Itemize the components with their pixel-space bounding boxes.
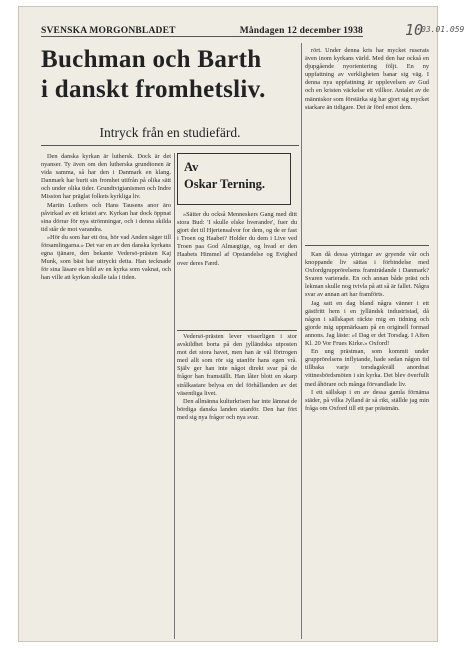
article-column-1 — [41, 153, 171, 639]
headline-divider — [41, 145, 299, 146]
paragraph: Jag satt en dag bland några vänner i ett gästfritt hem i en jylländsk industristad, då någon i sällskapet räckte mig en tidning och gjorde mig uppmärksam på en originell formad annons. Jag läste: »I Dag er det Torsdag. I Aften Kl. 20 Vor Frues Kirke.» Oxford! — [305, 299, 429, 348]
paragraph: Den danska kyrkan är luthersk. Dock är det nyanser. Ty även om den lutherska grundtonen är vida samma, så har den i Danmark en klang. Danmark har burit sin fromhet utifrån på olika sätt och under olika tider. Grundtvigianismen och Indre Mission har präglat folkets kyrkliga liv. — [41, 153, 171, 201]
paragraph: Martin Luthers och Hans Tausens anor äro påvirkad av ett kristet arv. Kyrkan har dock öppnat sina dörrar för nya strömningar, och i denna skilda tid står de mot varandra. — [41, 201, 171, 233]
column3-divider — [305, 245, 429, 246]
headline-line-1: Buchman och Barth — [41, 46, 262, 73]
paragraph: »Hör du som har ett öra, hör vad Anden säger till församlingarna.» Det var en av den danska kyrkans egna tjänare, den bekante Vedersö-prästen Kaj Munk, som bäst har uttryckt detta. Han tecknade för sina läsare en bild av en kyrka som vaknat, och han ville att kyrkan skulle tala i tiden. — [41, 233, 171, 282]
column-divider-2 — [301, 43, 302, 639]
paragraph: Den allmänna kulturkrisen har inte lämnat de bördiga danska landen utanför. Den har fört med sig nya frågor och nya svar. — [177, 397, 298, 421]
paragraph: rört. Under denna kris har mycket ruserats även inom kyrkans värld. Med den har också en djupgående nyorientering följt. En ny uppfattning av verkligheten banar sig väg. I denna nya uppfattning är upplevelsen av Gud och en kristen väckelse ett villkor. Antalet av de människor som förstärka sig har gjort sig mycket starkare än tidigare. Det är förd emot dem. — [305, 47, 429, 111]
headline-line-2: i danskt fromhetsliv. — [41, 76, 266, 103]
article-subheadline: Intryck från en studiefärd. — [99, 125, 241, 140]
article-headline — [41, 45, 299, 105]
byline-box — [177, 153, 291, 205]
column2-divider — [177, 330, 297, 331]
article-column-3 — [305, 251, 429, 639]
paragraph: Vedersö-prästen lever visserligen i stor avskildhet borta på den jylländska utposten mot det stora havet, men han är väl förtrogen med allt som rör sig utanför hans egen vrå. Själv ger han inte något direkt svar på de frågor han framställt. Han låter blott en skarp strålkastare belysa en del förhållanden av det väsentliga livet. — [177, 333, 297, 397]
issue-date: Måndagen 12 december 1938 — [239, 26, 363, 36]
byline-author: Oskar Terning. — [184, 177, 266, 191]
byline-prefix: Av — [184, 160, 199, 174]
paragraph: I ett sällskap i en av dessa gamla förnäma städer, på vilka Jylland är så rikt, ställde jag min fråga om Oxford till ett par prästmän. — [305, 388, 429, 412]
column-divider-1 — [174, 153, 175, 639]
handwritten-date: 03.01.059 — [421, 25, 464, 34]
paragraph: En ung prästman, som kommit under grupprörelsens inflytande, hade sedan någon tid tillbaka varje torsdagskväll anordnat vittnesbördsmöten i sin kyrka. Det blev överfullt med åhörare och många förvandlade liv. — [305, 348, 429, 388]
paragraph: Kan då dessa yttringar av gryende vår och knoppande liv sättas i förbindelse med Oxfordgrupprörelsens framträdande i Danmark? Svaren varierade. En och annan både präst och lekman skulle nog tvivla på att så är fallet. Några svar av annan art har framförts. — [305, 251, 429, 299]
article-column-2 — [177, 333, 297, 639]
article-column-3-top — [305, 47, 429, 239]
newspaper-name: SVENSKA MORGONBLADET — [41, 26, 176, 36]
article-column-2-quote — [177, 211, 297, 329]
paragraph: »Sätter du också Menneskers Gang med ditt stora Bud: 'I skulle elske hverandre', fuer du gjort det til Hjertensalvor for dem, og de er fast i Troen og Haabet? Holder du dem i Live ved Troen paa God Almægtige, og hvad er den Haabets Himmel af Opstandelse og Evighed over deres Færd. — [177, 211, 297, 267]
newspaper-clipping — [18, 6, 464, 642]
handwritten-number: 10 — [405, 21, 424, 39]
masthead — [41, 18, 363, 37]
